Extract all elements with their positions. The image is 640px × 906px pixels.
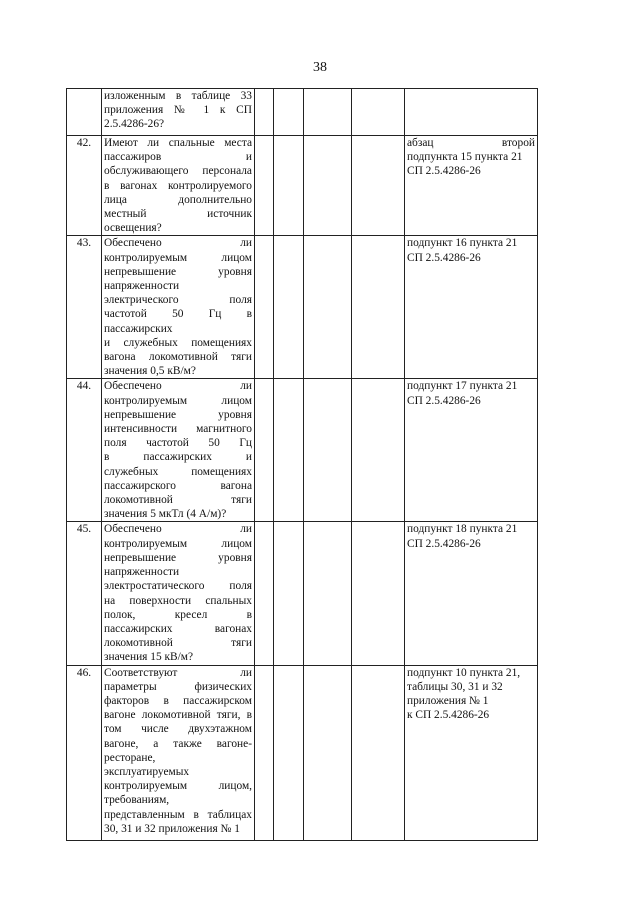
question-line: параметры физических [104, 680, 252, 693]
answer-cell [274, 136, 304, 236]
question-line: пассажирских вагонах [104, 622, 252, 635]
table-row [67, 379, 538, 522]
checklist-table [66, 88, 538, 841]
requirement-question [102, 89, 255, 136]
requirement-question [102, 522, 255, 665]
question-line: Имеют ли спальные места [104, 137, 252, 149]
table-row [67, 665, 538, 840]
question-line: контролируемым лицом [104, 251, 252, 264]
question-line: пассажирского вагона [104, 479, 252, 492]
row-number: 42. [67, 136, 102, 236]
question-line: непревышение уровня [104, 265, 252, 278]
legal-reference [405, 136, 538, 236]
table-row [67, 136, 538, 236]
question-line: освещения? [104, 222, 162, 235]
question-line: непревышение уровня [104, 408, 252, 421]
answer-cell [352, 136, 405, 236]
row-number: 45. [67, 522, 102, 665]
reference-line: подпункт 16 пункта 21 [407, 237, 518, 250]
answer-cell [352, 89, 405, 136]
question-line: Обеспечено ли [104, 523, 252, 536]
row-number [67, 89, 102, 136]
question-line: интенсивности магнитного [104, 423, 252, 436]
question-line: вагоне локомотивной тяги, в [104, 709, 252, 722]
answer-cell [352, 236, 405, 379]
table-row [67, 522, 538, 665]
question-line: в пассажирских и [104, 451, 252, 464]
question-line: на поверхности спальных [104, 594, 252, 607]
question-line: эксплуатируемых [104, 765, 190, 778]
answer-cell [352, 665, 405, 840]
answer-cell [304, 236, 352, 379]
question-line: значения 5 мкТл (4 А/м)? [104, 508, 227, 521]
answer-cell [255, 136, 274, 236]
question-line: вагона локомотивной тяги [104, 351, 252, 364]
answer-cell [255, 236, 274, 379]
question-line: том числе двухэтажном [104, 723, 252, 736]
question-line: представленным в таблицах [104, 808, 252, 821]
answer-cell [274, 522, 304, 665]
question-line: Обеспечено ли [104, 380, 252, 393]
answer-cell [304, 522, 352, 665]
answer-cell [352, 522, 405, 665]
reference-line: СП 2.5.4286-26 [407, 394, 481, 407]
question-line: и служебных помещениях [104, 336, 252, 349]
answer-cell [274, 236, 304, 379]
question-line: Соответствуют ли [104, 666, 252, 679]
question-line: факторов в пассажирском [104, 694, 252, 707]
answer-cell [352, 379, 405, 522]
question-line: местный источник [104, 208, 252, 221]
row-number: 46. [67, 665, 102, 840]
question-line: ресторане, [104, 751, 156, 764]
legal-reference [405, 665, 538, 840]
question-line: требованиям, [104, 794, 170, 807]
requirement-question [102, 236, 255, 379]
answer-cell [274, 379, 304, 522]
answer-cell [304, 89, 352, 136]
page-number: 38 [313, 60, 327, 75]
question-line: значения 0,5 кВ/м? [104, 365, 196, 378]
question-line: электростатического поля [104, 580, 252, 593]
question-line: приложения № 1 к СП [104, 104, 252, 117]
legal-reference [405, 379, 538, 522]
reference-line: приложения № 1 [407, 694, 489, 707]
question-line: Обеспечено ли [104, 237, 252, 250]
reference-line: СП 2.5.4286-26 [407, 165, 481, 178]
row-number: 44. [67, 379, 102, 522]
reference-line: подпункт 10 пункта 21, [407, 666, 521, 679]
row-number: 43. [67, 236, 102, 379]
answer-cell [274, 665, 304, 840]
question-line: напряженности [104, 280, 180, 293]
question-line: поля частотой 50 Гц [104, 437, 252, 450]
answer-cell [255, 379, 274, 522]
question-line: электрического поля [104, 294, 252, 307]
reference-line: подпункта 15 пункта 21 [407, 151, 523, 164]
question-line: служебных помещениях [104, 465, 252, 478]
question-line: локомотивной тяги [104, 494, 252, 507]
question-line: пассажиров и [104, 151, 252, 164]
question-line: непревышение уровня [104, 551, 252, 564]
question-line: контролируемым лицом, [104, 780, 252, 793]
legal-reference [405, 89, 538, 136]
answer-cell [255, 665, 274, 840]
answer-cell [255, 89, 274, 136]
reference-line: таблицы 30, 31 и 32 [407, 680, 503, 693]
reference-line: абзац второй [407, 137, 535, 149]
legal-reference [405, 522, 538, 665]
question-line: в вагонах контролируемого [104, 179, 252, 192]
question-line: контролируемым лицом [104, 537, 252, 550]
question-line: обслуживающего персонала [104, 165, 252, 178]
question-line: 2.5.4286-26? [104, 118, 165, 131]
requirement-question [102, 665, 255, 840]
question-line: 30, 31 и 32 приложения № 1 [104, 822, 240, 835]
reference-line: СП 2.5.4286-26 [407, 537, 481, 550]
reference-line: подпункт 17 пункта 21 [407, 380, 518, 393]
question-line: изложенным в таблице 33 [104, 90, 252, 102]
requirement-question [102, 136, 255, 236]
question-line: значения 15 кВ/м? [104, 651, 194, 664]
reference-line: подпункт 18 пункта 21 [407, 523, 518, 536]
question-line: напряженности [104, 566, 180, 579]
question-line: локомотивной тяги [104, 637, 252, 650]
reference-line: к СП 2.5.4286-26 [407, 709, 490, 722]
answer-cell [304, 665, 352, 840]
question-line: вагоне, а также вагоне- [104, 737, 252, 750]
answer-cell [304, 379, 352, 522]
reference-line: СП 2.5.4286-26 [407, 251, 481, 264]
question-line: частотой 50 Гц в [104, 308, 252, 321]
question-line: контролируемым лицом [104, 394, 252, 407]
answer-cell [274, 89, 304, 136]
question-line: полок, кресел в [104, 608, 252, 621]
table-row [67, 89, 538, 136]
answer-cell [255, 522, 274, 665]
legal-reference [405, 236, 538, 379]
requirement-question [102, 379, 255, 522]
answer-cell [304, 136, 352, 236]
question-line: лица дополнительно [104, 193, 252, 206]
table-row [67, 236, 538, 379]
question-line: пассажирских [104, 322, 173, 335]
